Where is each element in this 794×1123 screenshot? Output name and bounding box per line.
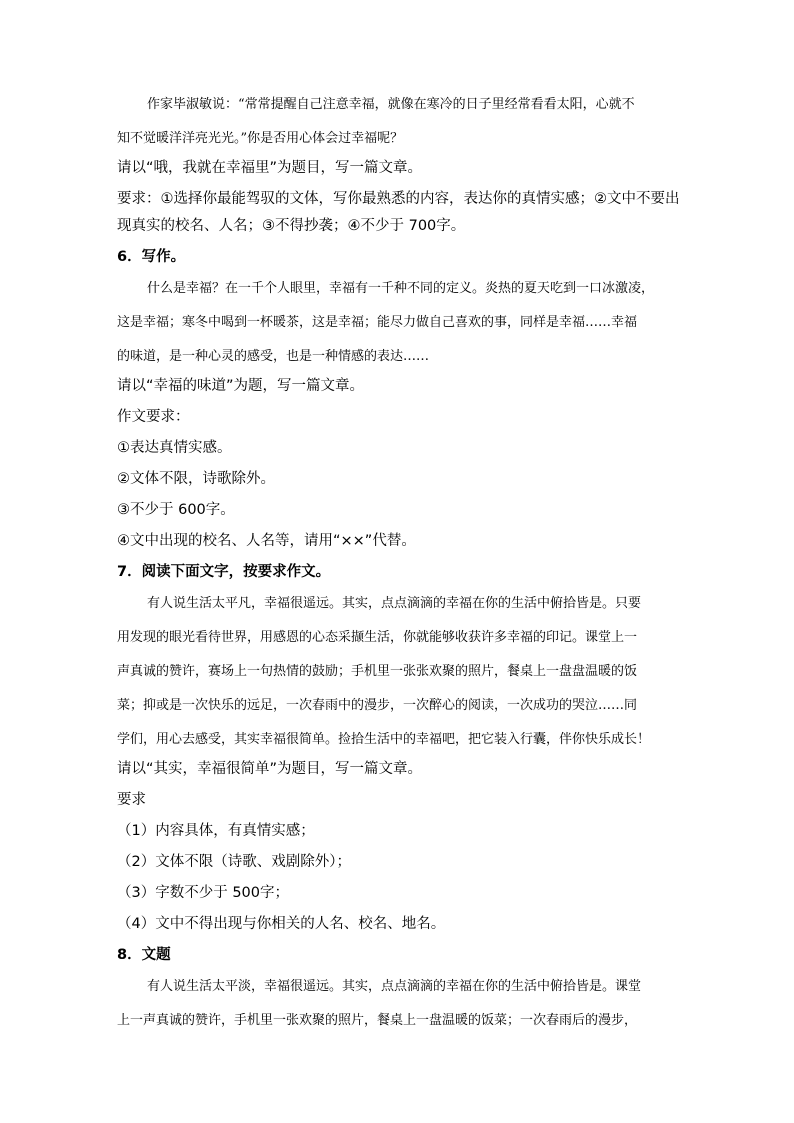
passage-line: 有人说生活太平凡，幸福很遥远。其实，点点滴滴的幸福在你的生活中俯拾皆是。只要: [147, 596, 642, 611]
requirement-item: （4）文中不得出现与你相关的人名、校名、地名。: [117, 916, 446, 932]
passage-line: 用发现的眼光看待世界，用感恩的心态采撷生活，你就能够收获许多幸福的印记。课堂上一: [117, 630, 638, 645]
requirement-item: ④文中出现的校名、人名等，请用“××”代替。: [117, 533, 416, 549]
passage-line: 这是幸福；寒冬中喝到一杯暖茶，这是幸福；能尽力做自己喜欢的事，同样是幸福……幸福: [117, 315, 638, 330]
passage-line: 作家毕淑敏说：“常常提醒自己注意幸福，就像在寒冷的日子里经常看看太阳，心就不: [147, 97, 635, 112]
requirement-line: 要求：①选择你最能驾驭的文体，写你最熟悉的内容，表达你的真情实感；②文中不要出: [117, 191, 680, 207]
requirement-item: ③不少于 600字。: [117, 502, 235, 518]
requirement-item: （1）内容具体，有真情实感；: [117, 823, 315, 839]
passage-8: [117, 976, 680, 1032]
passage-line: 知不觉暖洋洋亮光光。”你是否用心体会过幸福呢？: [117, 131, 404, 146]
requirements-title: 作文要求：: [117, 409, 190, 425]
requirement-line: 现真实的校名、人名；③不得抄袭；④不少于 700字。: [117, 218, 466, 234]
passage-7: [117, 593, 680, 751]
passage-6: [117, 278, 680, 368]
requirement-item: （2）文体不限（诗歌、戏剧除外）；: [117, 854, 351, 870]
requirements-title: 要求: [117, 792, 146, 808]
requirement-item: ①表达真情实感。: [117, 440, 232, 456]
essay-prompt: 请以“其实，幸福很简单”为题目，写一篇文章。: [117, 761, 423, 777]
passage-line: 的味道，是一种心灵的感受，也是一种情感的表达……: [117, 349, 430, 364]
passage-line: 声真诚的赞许，赛场上一句热情的鼓励；手机里一张张欢聚的照片，餐桌上一盘盘温暖的饭: [117, 664, 638, 679]
requirement-item: ②文体不限，诗歌除外。: [117, 471, 275, 487]
passage-line: 菜；抑或是一次快乐的远足，一次春雨中的漫步，一次醉心的阅读，一次成功的哭泣……同: [117, 698, 638, 713]
question-heading-7: 7．阅读下面文字，按要求作文。: [117, 564, 331, 580]
passage-line: 有人说生活太平淡，幸福很遥远。其实，点点滴滴的幸福在你的生活中俯拾皆是。课堂: [147, 979, 642, 994]
essay-prompt: 请以“幸福的味道”为题，写一篇文章。: [117, 378, 365, 394]
question-heading-6: 6．写作。: [117, 249, 186, 265]
requirement-item: （3）字数不少于 500字；: [117, 885, 290, 901]
quote-passage: [117, 94, 680, 150]
question-heading-8: 8．文题: [117, 947, 171, 963]
passage-line: 上一声真诚的赞许，手机里一张欢聚的照片，餐桌上一盘温暖的饭菜；一次春雨后的漫步，: [117, 1013, 638, 1028]
passage-line: 什么是幸福？在一千个人眼里，幸福有一千种不同的定义。炎热的夏天吃到一口冰激凌，: [147, 281, 655, 296]
passage-line: 学们，用心去感受，其实幸福很简单。捡拾生活中的幸福吧，把它装入行囊，伴你快乐成长！: [117, 732, 651, 747]
essay-prompt: 请以“哦，我就在幸福里”为题目，写一篇文章。: [117, 160, 423, 176]
